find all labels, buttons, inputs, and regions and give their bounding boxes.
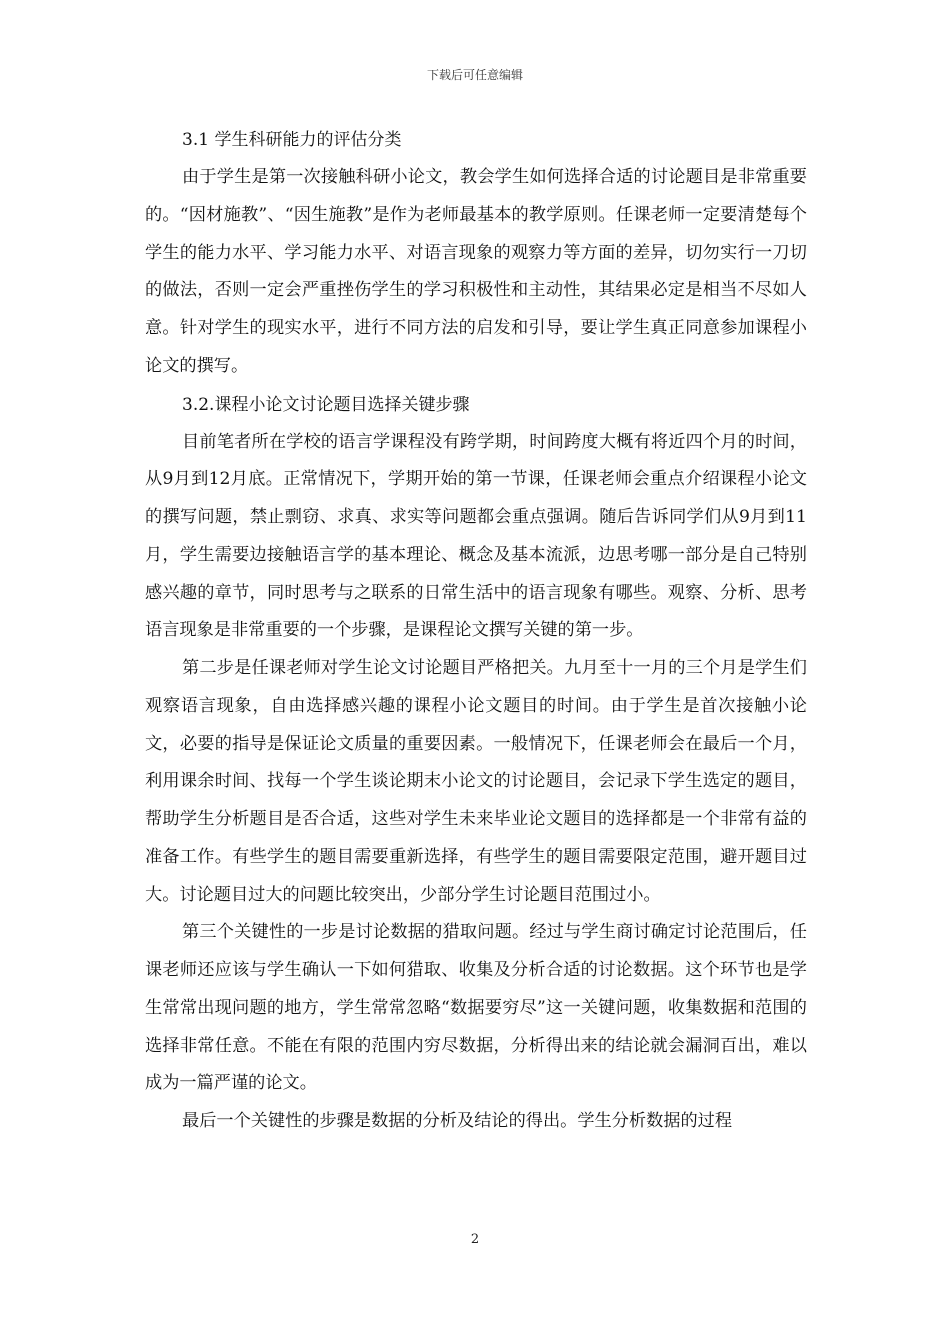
paragraph: 目前笔者所在学校的语言学课程没有跨学期，时间跨度大概有将近四个月的时间，从9月到12月底。正常情况下，学期开始的第一节课，任课老师会重点介绍课程小论文的撰写问题，禁止剽窃、求真、求实等问题都会重点强调。随后告诉同学们从9月到11月，学生需要边接触语言学的基本理论、概念及基本流派，边思考哪一部分是自己特别感兴趣的章节，同时思考与之联系的日常生活中的语言现象有哪些。观察、分析、思考语言现象是非常重要的一个步骤，是课程论文撰写关键的第一步。 — [145, 431, 807, 641]
paragraph: 第二步是任课老师对学生论文讨论题目严格把关。九月至十一月的三个月是学生们观察语言现象，自由选择感兴趣的课程小论文题目的时间。由于学生是首次接触小论文，必要的指导是保证论文质量的重要因素。一般情况下，任课老师会在最后一个月，利用课余时间、找每一个学生谈论期末小论文的讨论题目，会记录下学生选定的题目，帮助学生分析题目是否合适，这些对学生未来毕业论文题目的选择都是一个非常有益的准备工作。有些学生的题目需要重新选择，有些学生的题目需要限定范围，避开题目过大。讨论题目过大的问题比较突出，少部分学生讨论题目范围过小。 — [145, 658, 807, 905]
paragraph: 第三个关键性的一步是讨论数据的猎取问题。经过与学生商讨确定讨论范围后，任课老师还应该与学生确认一下如何猎取、收集及分析合适的讨论数据。这个环节也是学生常常出现问题的地方，学生常常忽略“数据要穷尽”这一关键问题，收集数据和范围的选择非常任意。不能在有限的范围内穷尽数据，分析得出来的结论就会漏洞百出，难以成为一篇严谨的论文。 — [145, 922, 807, 1094]
section-heading: 3.1 学生科研能力的评估分类 — [182, 130, 402, 150]
page-number: 2 — [470, 1232, 480, 1247]
page-header: 下载后可任意编辑 — [426, 68, 523, 82]
document-body — [145, 121, 807, 1141]
paragraph: 由于学生是第一次接触科研小论文，教会学生如何选择合适的讨论题目是非常重要的。“因材施教”、“因生施教”是作为老师最基本的教学原则。任课老师一定要清楚每个学生的能力水平、学习能力水平、对语言现象的观察力等方面的差异，切勿实行一刀切的做法，否则一定会严重挫伤学生的学习积极性和主动性，其结果必定是相当不尽如人意。针对学生的现实水平，进行不同方法的启发和引导，要让学生真正同意参加课程小论文的撰写。 — [145, 167, 807, 376]
paragraph: 最后一个关键性的步骤是数据的分析及结论的得出。学生分析数据的过程 — [182, 1111, 733, 1131]
section-heading: 3.2.课程小论文讨论题目选择关键步骤 — [182, 394, 470, 415]
